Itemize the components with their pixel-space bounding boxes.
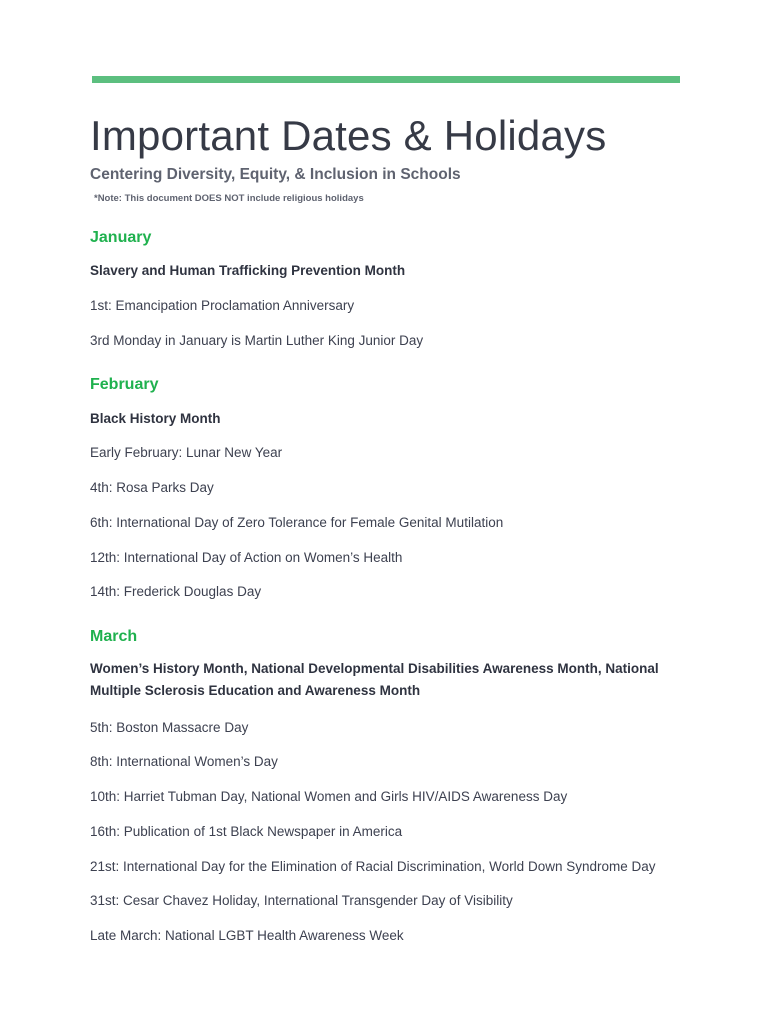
list-item: 16th: Publication of 1st Black Newspaper in America bbox=[90, 824, 403, 839]
page-title: Important Dates & Holidays bbox=[90, 112, 607, 159]
list-item: 31st: Cesar Chavez Holiday, International Transgender Day of Visibility bbox=[90, 893, 513, 908]
list-item: 14th: Frederick Douglas Day bbox=[90, 584, 262, 599]
list-item: Late March: National LGBT Health Awareness Week bbox=[90, 928, 404, 943]
list-item: 5th: Boston Massacre Day bbox=[90, 720, 249, 735]
page-subtitle: Centering Diversity, Equity, & Inclusion in Schools bbox=[90, 166, 461, 183]
list-item: Early February: Lunar New Year bbox=[90, 445, 283, 460]
observance-january: Slavery and Human Trafficking Prevention Month bbox=[90, 263, 406, 278]
month-heading-january: January bbox=[90, 229, 152, 246]
observance-march: Women’s History Month, National Developmental Disabilities Awareness Month, National Multiple Sclerosis Education and Awareness Month bbox=[90, 661, 659, 698]
disclaimer-note: *Note: This document DOES NOT include religious holidays bbox=[94, 193, 364, 204]
list-item: 12th: International Day of Action on Women’s Health bbox=[90, 550, 403, 565]
list-item: 3rd Monday in January is Martin Luther King Junior Day bbox=[90, 333, 424, 348]
list-item: 21st: International Day for the Elimination of Racial Discrimination, World Down Syndrome Day bbox=[90, 859, 656, 874]
month-heading-february: February bbox=[90, 376, 159, 393]
list-item: 1st: Emancipation Proclamation Anniversary bbox=[90, 298, 355, 313]
list-item: 10th: Harriet Tubman Day, National Women and Girls HIV/AIDS Awareness Day bbox=[90, 789, 568, 804]
list-item: 6th: International Day of Zero Tolerance for Female Genital Mutilation bbox=[90, 515, 504, 530]
month-heading-march: March bbox=[90, 628, 138, 645]
header-accent-rule bbox=[92, 76, 680, 83]
list-item: 4th: Rosa Parks Day bbox=[90, 480, 214, 495]
observance-february: Black History Month bbox=[90, 411, 221, 426]
list-item: 8th: International Women’s Day bbox=[90, 754, 278, 769]
